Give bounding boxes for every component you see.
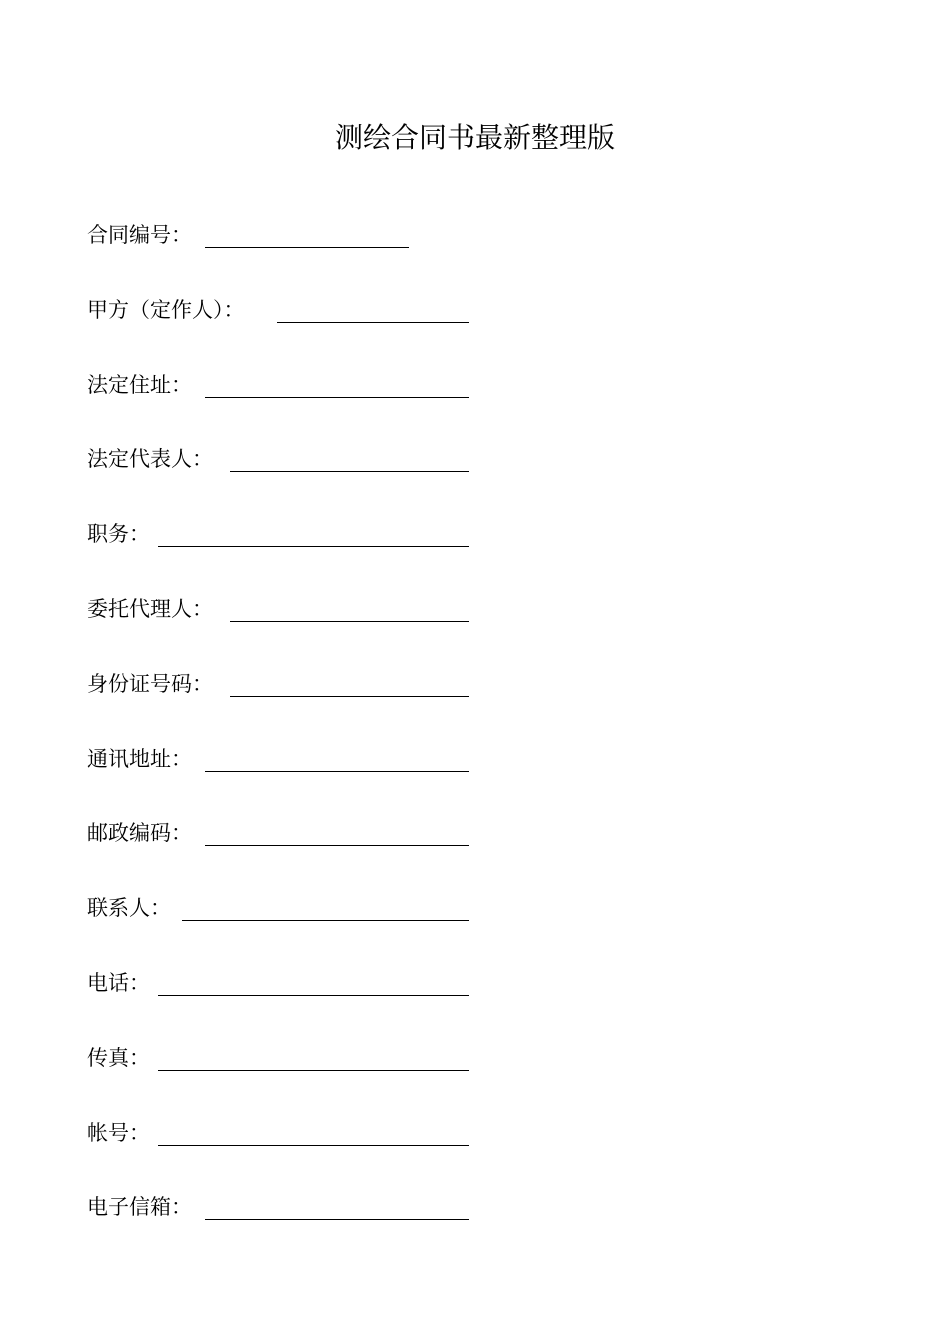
contract-field-list	[87, 216, 507, 1263]
field-row-position	[87, 515, 507, 590]
field-blank-id-number	[230, 696, 469, 697]
field-row-id-number	[87, 665, 507, 740]
field-label-legal-representative: 法定代表人：	[87, 447, 213, 472]
field-blank-legal-address	[205, 397, 469, 398]
field-row-contract-number	[87, 216, 507, 291]
field-row-mailing-address	[87, 740, 507, 815]
field-label-position: 职务：	[87, 522, 150, 547]
field-blank-party-a	[277, 322, 469, 323]
field-row-fax	[87, 1039, 507, 1114]
field-label-agent: 委托代理人：	[87, 596, 213, 621]
field-label-email: 电子信箱：	[87, 1195, 192, 1220]
field-row-contact-person	[87, 889, 507, 964]
field-label-party-a: 甲方（定作人）：	[87, 297, 245, 322]
field-blank-position	[158, 546, 469, 547]
field-label-postal-code: 邮政编码：	[87, 821, 192, 846]
field-blank-agent	[230, 621, 469, 622]
field-label-contract-number: 合同编号：	[87, 223, 192, 247]
field-blank-email	[205, 1219, 469, 1220]
field-blank-legal-representative	[230, 471, 469, 472]
field-row-account-number	[87, 1114, 507, 1189]
document-title: 测绘合同书最新整理版	[334, 121, 615, 154]
field-blank-contract-number	[205, 247, 409, 248]
field-label-account-number: 帐号：	[87, 1120, 150, 1145]
field-blank-account-number	[158, 1145, 469, 1146]
field-blank-mailing-address	[205, 771, 469, 772]
field-row-phone	[87, 964, 507, 1039]
field-label-mailing-address: 通讯地址：	[87, 746, 192, 771]
field-row-legal-address	[87, 366, 507, 441]
field-row-party-a	[87, 291, 507, 366]
field-label-legal-address: 法定住址：	[87, 372, 192, 397]
field-row-email	[87, 1188, 507, 1263]
field-blank-contact-person	[182, 920, 469, 921]
field-blank-postal-code	[205, 845, 469, 846]
field-label-fax: 传真：	[87, 1045, 150, 1070]
field-row-postal-code	[87, 814, 507, 889]
field-label-id-number: 身份证号码：	[87, 671, 213, 696]
field-blank-phone	[158, 995, 469, 996]
field-blank-fax	[158, 1070, 469, 1071]
field-label-contact-person: 联系人：	[87, 896, 171, 921]
field-label-phone: 电话：	[87, 970, 150, 995]
field-row-agent	[87, 590, 507, 665]
field-row-legal-representative	[87, 440, 507, 515]
